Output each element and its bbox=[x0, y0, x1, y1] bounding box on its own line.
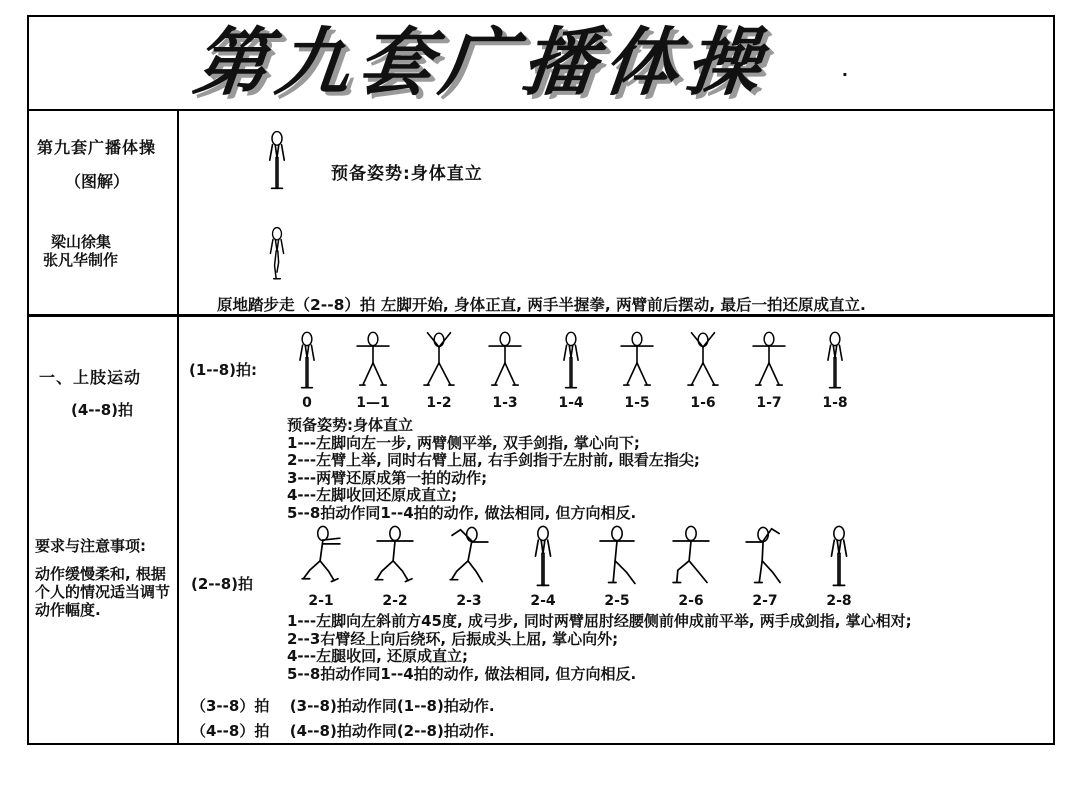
extra-row-4-8 bbox=[191, 720, 495, 741]
stick-figure-icon bbox=[285, 331, 329, 393]
author-line-1: 梁山徐集 bbox=[51, 233, 112, 251]
stick-figure-icon bbox=[417, 331, 461, 393]
exercise-figure bbox=[543, 331, 599, 411]
extra-text-4-8: (4--8)拍动作同(2--8)拍动作. bbox=[289, 722, 495, 740]
stick-figure-icon bbox=[813, 331, 857, 393]
stick-figure-icon bbox=[446, 525, 492, 591]
figure-label: 2-8 bbox=[826, 593, 852, 609]
step-line: 4---左腿收回, 还原成直立; bbox=[287, 647, 469, 665]
beat-label-4-8: （4--8）拍 bbox=[191, 722, 270, 740]
figure-row-1 bbox=[279, 331, 863, 411]
stick-figure-icon bbox=[549, 331, 593, 393]
figure-label: 1-5 bbox=[624, 395, 650, 411]
stick-figure-icon bbox=[615, 331, 659, 393]
step-line: 2---左臂上举, 同时右臂上屈, 右手剑指于左肘前, 眼看左指尖; bbox=[287, 451, 700, 469]
figure-label: 1-8 bbox=[822, 395, 848, 411]
exercise-figure bbox=[295, 525, 347, 609]
figure-label: 2-5 bbox=[604, 593, 630, 609]
stick-figure-icon bbox=[298, 525, 344, 591]
stick-figure-icon bbox=[681, 331, 725, 393]
beat-label-2-8: (2--8)拍 bbox=[191, 575, 254, 593]
stick-figure-icon bbox=[372, 525, 418, 591]
exercise-figure bbox=[477, 331, 533, 411]
exercise-figure bbox=[345, 331, 401, 411]
figure-label: 2-1 bbox=[308, 593, 334, 609]
title-banner bbox=[29, 17, 1053, 111]
stick-figure-icon bbox=[816, 525, 862, 591]
exercise-figure bbox=[609, 331, 665, 411]
figure-label: 1—1 bbox=[356, 395, 390, 411]
title-dot: . bbox=[841, 61, 848, 80]
march-caption: 原地踏步走（2--8）拍 左脚开始, 身体正直, 两手半握拳, 两臂前后摆动, 最后一拍还原成直立. bbox=[217, 296, 866, 314]
step-line: 1---左脚向左斜前方45度, 成弓步, 同时两臂屈肘经腰侧前伸成前平举, 两手成剑指, 掌心相对; bbox=[287, 612, 912, 630]
stick-figure-icon bbox=[259, 217, 295, 293]
header-row bbox=[29, 111, 1053, 317]
prep-posture-label: 预备姿势:身体直立 bbox=[331, 164, 483, 184]
step-line: 1---左脚向左一步, 两臂侧平举, 双手剑指, 掌心向下; bbox=[287, 433, 640, 452]
exercise-cell bbox=[179, 317, 1053, 745]
exercise-figure bbox=[675, 331, 731, 411]
sidebar-cell bbox=[29, 317, 179, 745]
steps-1-8 bbox=[287, 417, 700, 522]
exercise-figure bbox=[443, 525, 495, 609]
section-title: 一、上肢运动 bbox=[39, 368, 142, 387]
extra-row-3-8 bbox=[191, 695, 495, 716]
exercise-figure bbox=[665, 525, 717, 609]
exercise-figure bbox=[279, 331, 335, 411]
figure-label: 1-6 bbox=[690, 395, 716, 411]
exercise-figure bbox=[813, 525, 865, 609]
figure-label: 1-2 bbox=[426, 395, 452, 411]
figure-label: 1-3 bbox=[492, 395, 518, 411]
stick-figure-icon bbox=[668, 525, 714, 591]
step-line: 5--8拍动作同1--4拍的动作, 做法相同, 但方向相反. bbox=[287, 664, 637, 683]
stick-figure-icon bbox=[483, 331, 527, 393]
figure-label: 2-2 bbox=[382, 593, 408, 609]
notes-title: 要求与注意事项: bbox=[35, 537, 146, 555]
exercise-figure bbox=[739, 525, 791, 609]
page-title: 第九套广播体操 bbox=[189, 20, 773, 106]
step-line: 2--3右臂经上向后绕环, 后振成头上屈, 掌心向外; bbox=[287, 629, 619, 648]
exercise-figure bbox=[741, 331, 797, 411]
doc-subtitle: 第九套广播体操 bbox=[37, 138, 157, 157]
document-border bbox=[27, 15, 1055, 745]
stick-figure-icon bbox=[594, 525, 640, 591]
section-beats: (4--8)拍 bbox=[71, 401, 134, 419]
figure-label: 1-7 bbox=[756, 395, 782, 411]
step-line: 4---左脚收回还原成直立; bbox=[287, 486, 458, 504]
figure-label: 2-3 bbox=[456, 593, 482, 609]
step-line: 预备姿势:身体直立 bbox=[287, 416, 413, 434]
exercise-figure bbox=[517, 525, 569, 609]
figure-label: 2-4 bbox=[530, 593, 556, 609]
figure-label: 1-4 bbox=[558, 395, 584, 411]
doc-subtitle-note: （图解） bbox=[65, 172, 130, 191]
steps-2-8 bbox=[287, 613, 912, 683]
step-line: 3---两臂还原成第一拍的动作; bbox=[287, 468, 488, 487]
header-left-cell bbox=[29, 111, 179, 314]
stick-figure-icon bbox=[520, 525, 566, 591]
march-figure bbox=[259, 217, 295, 293]
stick-figure-icon bbox=[351, 331, 395, 393]
stick-figure-icon bbox=[257, 119, 297, 205]
figure-row-2 bbox=[295, 525, 865, 609]
main-row bbox=[29, 317, 1053, 745]
exercise-figure bbox=[369, 525, 421, 609]
figure-label: 0 bbox=[302, 395, 312, 411]
prep-stand-figure bbox=[257, 119, 297, 205]
authors bbox=[43, 233, 119, 269]
exercise-figure bbox=[591, 525, 643, 609]
header-right-cell bbox=[179, 111, 1053, 314]
exercise-figure bbox=[411, 331, 467, 411]
step-line: 5--8拍动作同1--4拍的动作, 做法相同, 但方向相反. bbox=[287, 503, 637, 522]
beat-label-3-8: （3--8）拍 bbox=[191, 697, 270, 715]
notes-body: 动作缓慢柔和, 根据个人的情况适当调节动作幅度. bbox=[35, 565, 171, 619]
stick-figure-icon bbox=[747, 331, 791, 393]
stick-figure-icon bbox=[742, 525, 788, 591]
figure-label: 2-6 bbox=[678, 593, 704, 609]
author-line-2: 张凡华制作 bbox=[43, 251, 119, 269]
beat-label-1-8: (1--8)拍: bbox=[189, 361, 258, 379]
figure-label: 2-7 bbox=[752, 593, 778, 609]
extra-text-3-8: (3--8)拍动作同(1--8)拍动作. bbox=[289, 697, 495, 715]
exercise-figure bbox=[807, 331, 863, 411]
